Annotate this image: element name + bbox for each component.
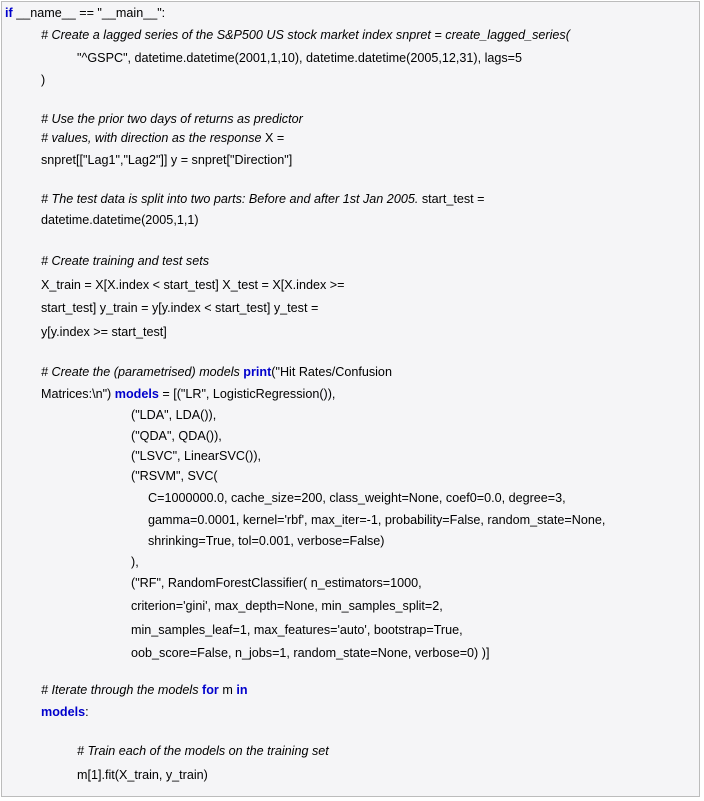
code-line-9: datetime.datetime(2005,1,1)	[41, 213, 199, 227]
code-line-22: shrinking=True, tol=0.001, verbose=False)	[148, 534, 385, 548]
code-comment: # Create training and test sets	[41, 254, 210, 268]
code-line-8	[41, 191, 484, 207]
code-comment: # Create the (parametrised) models	[41, 365, 240, 379]
code-line-21: gamma=0.0001, kernel='rbf', max_iter=-1, probability=False, random_state=None,	[148, 513, 606, 527]
code-text: = [("LR", LogisticRegression()),	[158, 387, 336, 401]
code-line-6	[41, 130, 284, 146]
code-line-29	[41, 704, 89, 720]
code-line-17: ("QDA", QDA()),	[131, 429, 222, 443]
code-comment: # Create a lagged series of the S&P500 US stock market index snpret = create_lagged_series(	[41, 28, 570, 42]
code-line-26: min_samples_leaf=1, max_features='auto', bootstrap=True,	[131, 623, 463, 637]
keyword-for: for	[202, 683, 219, 697]
code-comment: # Train each of the models on the training set	[77, 744, 329, 758]
keyword-print: print	[243, 365, 272, 379]
code-line-31: m[1].fit(X_train, y_train)	[77, 768, 208, 782]
code-text: ("Hit Rates/Confusion	[271, 365, 392, 379]
code-line-28	[41, 682, 248, 698]
code-line-7: snpret[["Lag1","Lag2"]] y = snpret["Direction"]	[41, 153, 293, 167]
code-comment: # Use the prior two days of returns as predictor	[41, 112, 303, 126]
code-line-11: X_train = X[X.index < start_test] X_test = X[X.index >=	[41, 278, 345, 292]
code-line-27: oob_score=False, n_jobs=1, random_state=None, verbose=0) )]	[131, 646, 490, 660]
code-text: :	[85, 705, 89, 719]
code-line-14	[41, 364, 392, 380]
code-line-19: ("RSVM", SVC(	[131, 469, 218, 483]
code-line-20: C=1000000.0, cache_size=200, class_weight=None, coef0=0.0, degree=3,	[148, 491, 566, 505]
code-text: m	[218, 683, 237, 697]
code-text: start_test =	[418, 192, 485, 206]
code-line-24: ("RF", RandomForestClassifier( n_estimators=1000,	[131, 576, 422, 590]
keyword-models: models	[41, 705, 86, 719]
code-line-3: "^GSPC", datetime.datetime(2001,1,10), datetime.datetime(2005,12,31), lags=5	[77, 51, 523, 65]
keyword-in: in	[236, 683, 248, 697]
code-line-4: )	[41, 73, 46, 87]
code-listing	[1, 1, 700, 797]
code-comment: # values, with direction as the response	[41, 131, 262, 145]
code-line-1	[5, 5, 165, 21]
code-line-12: start_test] y_train = y[y.index < start_test] y_test =	[41, 301, 319, 315]
code-line-16: ("LDA", LDA()),	[131, 408, 217, 422]
code-text: Matrices:\n")	[41, 387, 115, 401]
keyword-models: models	[114, 387, 159, 401]
code-text: __name__ == "__main__":	[12, 6, 166, 20]
code-comment: # Iterate through the models	[41, 683, 199, 697]
code-text: X =	[261, 131, 285, 145]
code-line-13: y[y.index >= start_test]	[41, 325, 167, 339]
code-comment: # The test data is split into two parts: Before and after 1st Jan 2005.	[41, 192, 419, 206]
code-line-23: ),	[131, 555, 139, 569]
code-line-15	[41, 386, 335, 402]
code-line-18: ("LSVC", LinearSVC()),	[131, 449, 262, 463]
code-line-25: criterion='gini', max_depth=None, min_samples_split=2,	[131, 599, 443, 613]
keyword-if: if	[5, 6, 13, 20]
